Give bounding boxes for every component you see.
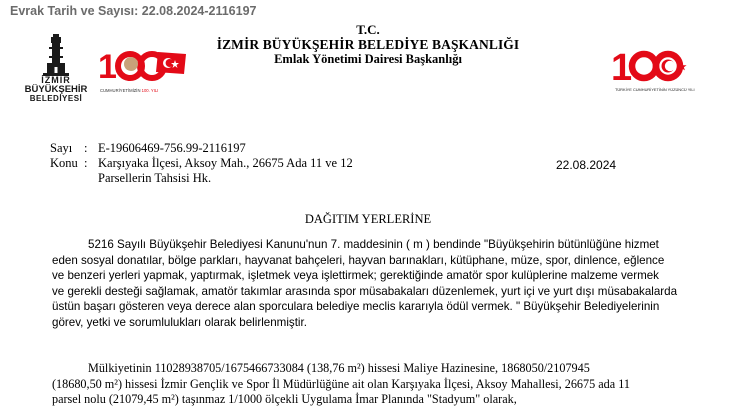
colon: : [84,156,88,170]
document-date: 22.08.2024 [556,158,617,172]
document-meta [50,141,438,186]
svg-text:CUMHURİYETİMİZİN 100. YILI: CUMHURİYETİMİZİN 100. YILI [100,88,159,93]
paragraph-law-reference [52,237,692,331]
paragraph-line: Mülkiyetinin 11028938705/1675466733084 (138,76 m²) hissesi Maliye Hazinesine, 1868050/2107945 [88,361,590,375]
document-number-header: Evrak Tarih ve Sayısı: 22.08.2024-2116197 [10,4,257,18]
paragraph-line: ve gerekli desteği sağlamak, amatör takımlar arasında spor müsabakaları düzenlemek, yurt içi ve yurt dışı müsabakalarda [52,284,678,298]
konu-row [50,156,438,171]
paragraph-line: ve benzeri yerleri yapmak, yaptırmak, işletmek veya işlettirmek; gerektiğinde amatör spor kulüplerine malzeme vermek [52,269,659,283]
centennial-logo-right [609,40,704,95]
konu-label: Konu [50,156,78,170]
konu-value-line2: Parsellerin Tahsisi Hk. [98,171,212,185]
paragraph-line: (18680,50 m²) hissesi İzmir Gençlik ve Spor İl Müdürlüğüne ait olan Karşıyaka İlçesi, Aksoy Mahallesi, 26675 ada 11 [52,376,630,391]
paragraph-line: parsel nolu (21079,45 m²) taşınmaz 1/1000 ölçekli Uygulama İmar Planında "Stadyum" olarak, [52,392,517,407]
crescent-star-icon [662,60,687,73]
sayi-value: E-19606469-756.99-2116197 [98,141,246,155]
letterhead-department: Emlak Yönetimi Dairesi Başkanlığı [274,52,462,66]
letterhead-tc: T.C. [356,22,380,37]
paragraph-line: görev, yetki ve sorumlulukları olarak belirlenmiştir. [52,315,307,329]
paragraph-property-details [52,361,692,408]
colon: : [84,141,88,155]
logo-text-buyuksehir: BÜYÜKŞEHİR [24,84,88,95]
sayi-label: Sayı [50,141,73,155]
centennial-100-text: 1 [98,48,117,86]
distribution-heading: DAĞITIM YERLERİNE [304,212,432,226]
konu-value-line1: Karşıyaka İlçesi, Aksoy Mah., 26675 Ada 11 ve 12 [98,156,353,170]
paragraph-line: eden sosyal donatılar, bölge parkları, hayvanat bahçeleri, hayvan barınakları, kütüphane, müze, spor, dinlence, eğlence [52,253,665,267]
letterhead-organization: İZMİR BÜYÜKŞEHİR BELEDİYE BAŞKANLIĞI [216,37,520,52]
paragraph-line: üstün başarı gösteren veya derece alan sporculara belediye meclis kararıyla ödül vermek. " Büyükşehir Belediyelerinin [52,300,660,314]
logo-text-belediyesi: BELEDİYESİ [29,94,83,103]
logo-text-izmir: İZMİR [41,75,71,85]
konu-row-continued [50,171,438,186]
sayi-row [50,141,438,156]
paragraph-line: 5216 Sayılı Büyükşehir Belediyesi Kanunu'nun 7. maddesinin ( m ) bendinde "Büyükşehirin bütünlüğüne hizmet [88,238,659,251]
svg-text:1: 1 [611,47,633,89]
svg-text:TÜRKİYE CUMHURİYETİNİN YÜZÜNCÜ: TÜRKİYE CUMHURİYETİNİN YÜZÜNCÜ YILI [615,87,695,92]
